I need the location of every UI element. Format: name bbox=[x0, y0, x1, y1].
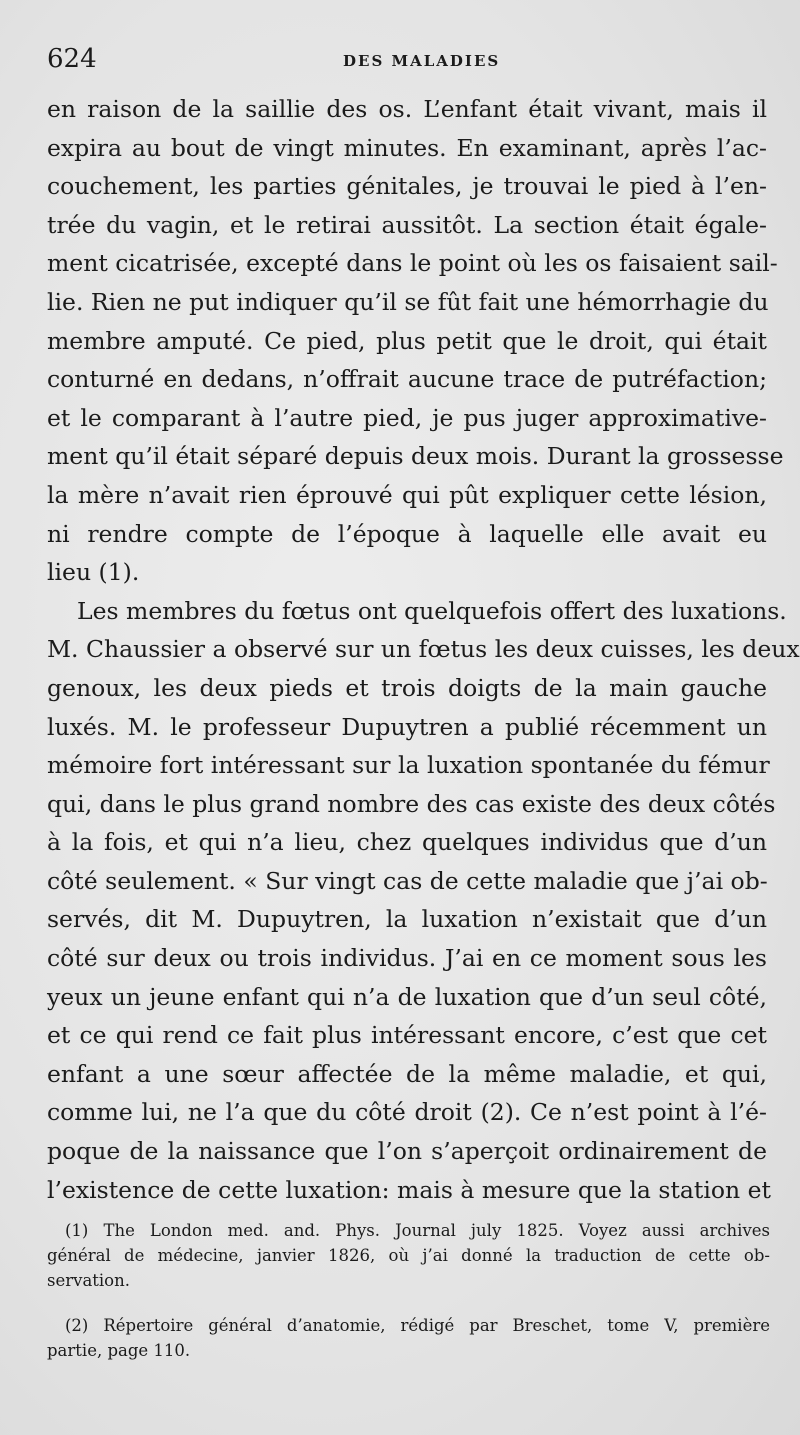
text-line: et ce qui rend ce fait plus intéressant encore, c’est que cet bbox=[47, 1021, 767, 1050]
footnotes bbox=[47, 1218, 770, 1363]
text-line: conturné en dedans, n’offrait aucune trace de putréfaction; bbox=[47, 365, 767, 394]
running-head: DES MALADIES bbox=[343, 52, 501, 70]
text-line: servés, dit M. Dupuytren, la luxation n’existait que d’un bbox=[47, 905, 767, 934]
text-line: et le comparant à l’autre pied, je pus juger approximative- bbox=[47, 403, 767, 432]
footnote-line: (2) Répertoire général d’anatomie, rédigé par Breschet, tome V, première bbox=[65, 1316, 770, 1335]
footnote-line: partie, page 110. bbox=[47, 1341, 191, 1360]
text-line: côté seulement. « Sur vingt cas de cette maladie que j’ai ob- bbox=[47, 866, 768, 895]
text-line: membre amputé. Ce pied, plus petit que le droit, qui était bbox=[47, 326, 767, 355]
footnote-line: (1) The London med. and. Phys. Journal july 1825. Voyez aussi archives bbox=[65, 1221, 770, 1240]
footnote-line: général de médecine, janvier 1826, où j’ai donné la traduction de cette ob- bbox=[47, 1246, 770, 1265]
text-line: ment qu’il était séparé depuis deux mois. Durant la grossesse bbox=[47, 442, 784, 471]
text-line: genoux, les deux pieds et trois doigts de la main gauche bbox=[47, 673, 767, 702]
text-line: l’existence de cette luxation: mais à mesure que la station et bbox=[47, 1175, 771, 1204]
text-line: enfant a une sœur affectée de la même maladie, et qui, bbox=[47, 1059, 767, 1088]
footnote-line: servation. bbox=[47, 1271, 130, 1290]
text-line: yeux un jeune enfant qui n’a de luxation que d’un seul côté, bbox=[47, 982, 767, 1011]
text-line: lie. Rien ne put indiquer qu’il se fût fait une hémorrhagie du bbox=[47, 287, 769, 316]
text-line: Les membres du fœtus ont quelquefois offert des luxations. bbox=[77, 596, 787, 625]
text-line: poque de la naissance que l’on s’aperçoit ordinairement de bbox=[47, 1137, 767, 1166]
text-line: à la fois, et qui n’a lieu, chez quelques individus que d’un bbox=[47, 828, 767, 857]
text-line: qui, dans le plus grand nombre des cas existe des deux côtés bbox=[47, 789, 776, 818]
text-line: ment cicatrisée, excepté dans le point où les os faisaient sail- bbox=[47, 249, 778, 278]
text-line: la mère n’avait rien éprouvé qui pût expliquer cette lésion, bbox=[47, 480, 767, 509]
text-line: mémoire fort intéressant sur la luxation spontanée du fémur bbox=[47, 751, 770, 780]
body-text bbox=[47, 90, 800, 1209]
page-number: 624 bbox=[47, 44, 97, 74]
page-header bbox=[47, 44, 770, 80]
text-line: expira au bout de vingt minutes. En examinant, après l’ac- bbox=[47, 133, 767, 162]
text-line: côté sur deux ou trois individus. J’ai en ce moment sous les bbox=[47, 944, 767, 973]
text-line: luxés. M. le professeur Dupuytren a publié récemment un bbox=[47, 712, 767, 741]
text-line: en raison de la saillie des os. L’enfant était vivant, mais il bbox=[47, 95, 767, 123]
text-line: M. Chaussier a observé sur un fœtus les deux cuisses, les deux bbox=[47, 635, 800, 664]
text-line: comme lui, ne l’a que du côté droit (2). Ce n’est point à l’é- bbox=[47, 1098, 767, 1127]
text-line: couchement, les parties génitales, je trouvai le pied à l’en- bbox=[47, 172, 767, 201]
text-line: ni rendre compte de l’époque à laquelle elle avait eu bbox=[47, 519, 767, 548]
text-line: trée du vagin, et le retirai aussitôt. La section était égale- bbox=[47, 210, 767, 239]
text-line: lieu (1). bbox=[47, 558, 140, 587]
